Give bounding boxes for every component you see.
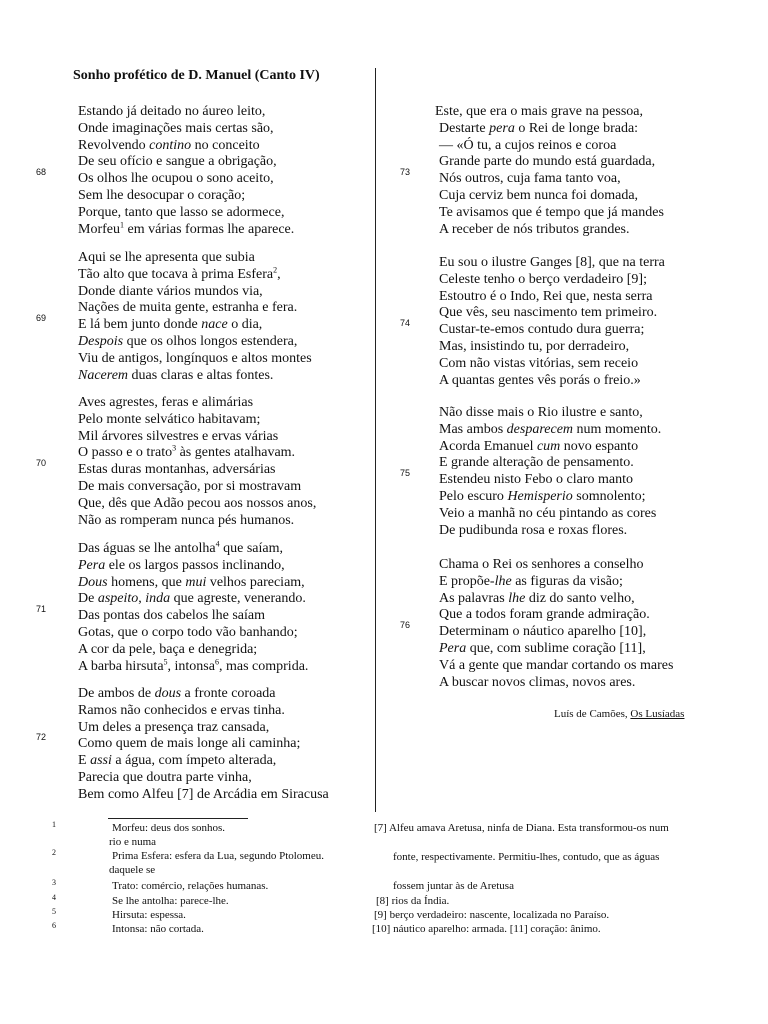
verse-text: Eu sou o ilustre Ganges [8], que na terra bbox=[439, 255, 665, 270]
italic-word: Nacerem bbox=[78, 367, 129, 383]
verse-text: Ramos não conhecidos e ervas tinha. bbox=[78, 702, 285, 718]
verse-text: Que, dês que Adão pecou aos nossos anos, bbox=[78, 495, 317, 511]
verse-line bbox=[439, 121, 664, 138]
footnote-number: 3 bbox=[52, 878, 56, 887]
italic-word: mui bbox=[185, 574, 207, 590]
stanza-68 bbox=[78, 104, 294, 238]
verse-text: A receber de nós tributos grandes. bbox=[439, 221, 630, 237]
verse-line bbox=[439, 472, 661, 489]
verse-line bbox=[78, 368, 312, 385]
verse-line bbox=[439, 188, 664, 205]
footnote-text: [10] náutico aparelho: armada. [11] coração: ânimo. bbox=[372, 923, 601, 935]
verse-line bbox=[439, 305, 665, 322]
verse-text: Com não vistas vitórias, sem receio bbox=[439, 355, 639, 371]
attribution-author: Luís de Camões, bbox=[554, 708, 631, 720]
verse-line bbox=[439, 373, 665, 390]
verse-text: Que a todos foram grande admiração. bbox=[439, 607, 650, 623]
verse-line bbox=[78, 720, 329, 737]
verse-line bbox=[439, 255, 665, 272]
verse-text: o dia, bbox=[227, 317, 263, 333]
verse-line bbox=[439, 607, 673, 624]
verse-text: somnolento; bbox=[572, 488, 646, 504]
verse-text: Pelo monte selvático habitavam; bbox=[78, 411, 261, 427]
verse-line bbox=[439, 322, 665, 339]
verse-text: Os olhos lhe ocupou o sono aceito, bbox=[78, 171, 274, 187]
verse-text: Não as romperam nunca pés humanos. bbox=[78, 512, 295, 528]
italic-word: aspeito bbox=[97, 591, 139, 607]
verse-line bbox=[78, 219, 295, 239]
verse-text: Mil árvores silvestres e ervas várias bbox=[78, 428, 279, 444]
verse-text: Cuja cerviz bem nunca foi domada, bbox=[439, 187, 639, 203]
stanza-number: 72 bbox=[36, 732, 47, 742]
italic-word: pera bbox=[489, 120, 515, 136]
stanza-74 bbox=[439, 255, 665, 389]
verse-text: Onde imaginações mais certas são, bbox=[78, 120, 274, 136]
footnote-text: rio e numa bbox=[109, 836, 157, 848]
verse-line bbox=[78, 513, 316, 530]
italic-word: Dous bbox=[78, 574, 108, 590]
verse-text: Este, que era o mais grave na pessoa, bbox=[435, 104, 643, 119]
verse-text: Nações de muita gente, estranha e fera. bbox=[78, 300, 298, 316]
stanza-69 bbox=[78, 250, 312, 384]
footnote-text: Prima Esfera: esfera da Lua, segundo Ptolomeu. bbox=[112, 850, 324, 862]
verse-text: Aqui se lhe apresenta que subia bbox=[78, 250, 255, 265]
stanza-number: 71 bbox=[36, 603, 47, 614]
verse-text: Nós outros, cuja fama tanto voa, bbox=[439, 171, 621, 187]
verse-text: no conceito bbox=[191, 137, 260, 153]
stanza-number: 68 bbox=[36, 166, 47, 177]
column-divider bbox=[375, 68, 376, 812]
verse-line bbox=[439, 439, 661, 456]
italic-word: nace bbox=[201, 317, 228, 333]
footnote-marker: 6 bbox=[214, 656, 219, 666]
verse-text: Destarte bbox=[439, 120, 490, 136]
stanza-70 bbox=[78, 395, 316, 529]
verse-text: o Rei de longe brada: bbox=[514, 120, 639, 136]
verse-text: as figuras da visão; bbox=[511, 573, 623, 589]
verse-text: Porque, tanto que lasso se adormece, bbox=[78, 204, 285, 220]
verse-line bbox=[439, 574, 673, 591]
verse-line bbox=[78, 575, 308, 592]
verse-text: Celeste tenho o berço verdadeiro [9]; bbox=[439, 271, 647, 287]
stanza-number: 74 bbox=[400, 317, 411, 328]
verse-text: Das águas se lhe antolha bbox=[78, 541, 216, 556]
verse-line bbox=[439, 138, 664, 155]
verse-text: A barba hirsuta bbox=[78, 658, 164, 674]
italic-word: lhe bbox=[494, 573, 512, 589]
attribution bbox=[554, 708, 684, 720]
stanza-75 bbox=[439, 405, 661, 539]
verse-text: ele os largos passos inclinando, bbox=[105, 557, 285, 573]
verse-text: , bbox=[277, 266, 281, 282]
verse-text: , intonsa bbox=[167, 658, 215, 674]
verse-line bbox=[78, 753, 329, 770]
verse-text: que os olhos longos estendera, bbox=[123, 333, 298, 349]
verse-line bbox=[78, 787, 329, 804]
verse-text: Bem como Alfeu [7] de Arcádia em Siracusa bbox=[78, 786, 329, 802]
footnote-text: Morfeu: deus dos sonhos. bbox=[112, 822, 226, 834]
verse-line bbox=[78, 558, 308, 575]
verse-text: De bbox=[78, 591, 98, 607]
verse-line bbox=[78, 138, 294, 155]
verse-text: Sem lhe desocupar o coração; bbox=[78, 187, 246, 203]
footnote-number: 6 bbox=[52, 921, 56, 930]
footnote-text: Hirsuta: espessa. bbox=[112, 909, 186, 921]
verse-text: que saíam, bbox=[219, 541, 283, 556]
verse-text: Donde diante vários mundos via, bbox=[78, 283, 263, 299]
verse-text: De ambos de bbox=[78, 686, 155, 701]
footnote-marker: 3 bbox=[172, 443, 177, 453]
verse-text: em várias formas lhe aparece. bbox=[124, 221, 295, 237]
verse-text: Tão alto que tocava à prima Esfera bbox=[78, 266, 274, 282]
verse-text: num momento. bbox=[573, 421, 662, 437]
verse-line bbox=[439, 289, 665, 306]
verse-line bbox=[78, 121, 294, 138]
verse-text: homens, que bbox=[107, 574, 186, 590]
verse-text: Como quem de mais longe ali caminha; bbox=[78, 736, 301, 752]
italic-word: contino bbox=[149, 137, 192, 153]
verse-line bbox=[78, 625, 308, 642]
attribution-work: Os Lusíadas bbox=[630, 708, 685, 720]
verse-text: E propõe- bbox=[439, 573, 495, 589]
footnote-text: daquele se bbox=[109, 864, 156, 876]
verse-text: E grande alteração de pensamento. bbox=[439, 455, 634, 471]
italic-word: Pera bbox=[439, 640, 467, 656]
footnote-text: [7] Alfeu amava Aretusa, ninfa de Diana. Esta transformou-os num bbox=[374, 822, 669, 834]
verse-line bbox=[439, 591, 673, 608]
verse-text: A buscar novos climas, novos ares. bbox=[439, 674, 636, 690]
verse-text: Vá a gente que mandar cortando os mares bbox=[439, 657, 674, 673]
italic-word: Hemisperio bbox=[507, 488, 573, 504]
verse-line bbox=[78, 429, 316, 446]
verse-line bbox=[78, 642, 308, 659]
verse-text: Das pontas dos cabelos lhe saíam bbox=[78, 608, 266, 624]
footnote-rule bbox=[108, 818, 248, 819]
verse-line bbox=[78, 479, 316, 496]
verse-line bbox=[439, 405, 661, 422]
verse-text: De pudibunda rosa e roxas flores. bbox=[439, 522, 628, 538]
stanza-number: 69 bbox=[36, 312, 47, 323]
verse-line bbox=[439, 557, 673, 574]
stanza-number: 70 bbox=[36, 457, 47, 468]
verse-text: velhos pareciam, bbox=[206, 574, 305, 590]
footnote-number: 4 bbox=[52, 893, 56, 902]
stanza-number: 73 bbox=[400, 166, 411, 177]
verse-line bbox=[78, 736, 329, 753]
verse-text: Estoutro é o Indo, Rei que, nesta serra bbox=[439, 288, 653, 304]
verse-line bbox=[439, 523, 661, 540]
verse-text: diz do santo velho, bbox=[525, 590, 635, 606]
italic-word: lhe bbox=[508, 590, 526, 606]
italic-word: Despois bbox=[78, 333, 124, 349]
verse-line bbox=[78, 608, 308, 625]
verse-line bbox=[78, 496, 316, 513]
verse-line bbox=[78, 541, 308, 558]
stanza-71 bbox=[78, 541, 308, 675]
verse-line bbox=[78, 770, 329, 787]
verse-text: a água, com ímpeto alterada, bbox=[111, 753, 277, 769]
verse-line bbox=[78, 395, 316, 412]
verse-text: Parecia que doutra parte vinha, bbox=[78, 769, 252, 785]
verse-text: E bbox=[78, 753, 91, 769]
verse-text: Gotas, que o corpo todo vão banhando; bbox=[78, 624, 298, 640]
verse-text: Te avisamos que é tempo que já mandes bbox=[439, 204, 664, 220]
italic-word: cum bbox=[536, 438, 561, 454]
footnote-number: 5 bbox=[52, 907, 56, 916]
italic-word: assi bbox=[90, 753, 112, 769]
verse-line bbox=[78, 656, 309, 676]
verse-text: A quantas gentes vês porás o freio.» bbox=[439, 372, 641, 388]
verse-text: Estando já deitado no áureo leito, bbox=[78, 104, 266, 119]
verse-text: Acorda Emanuel bbox=[439, 438, 537, 454]
verse-text: De seu ofício e sangue a obrigação, bbox=[78, 154, 277, 170]
stanza-number: 76 bbox=[400, 619, 411, 630]
verse-text: Grande parte do mundo está guardada, bbox=[439, 154, 656, 170]
footnote-marker: 4 bbox=[215, 539, 220, 549]
italic-word: dous bbox=[154, 686, 182, 701]
verse-line bbox=[439, 624, 673, 641]
verse-text: O passo e o trato bbox=[78, 445, 173, 461]
verse-text: que agreste, venerando. bbox=[170, 591, 306, 607]
footnote-marker: 2 bbox=[273, 265, 278, 275]
verse-text: Que vês, seu nascimento tem primeiro. bbox=[439, 305, 658, 321]
verse-line bbox=[78, 171, 294, 188]
verse-line bbox=[78, 703, 329, 720]
verse-text: Chama o Rei os senhores a conselho bbox=[439, 557, 644, 572]
verse-line bbox=[439, 455, 661, 472]
verse-line bbox=[439, 422, 661, 439]
italic-word: inda bbox=[145, 591, 171, 607]
verse-line bbox=[78, 462, 316, 479]
verse-line bbox=[78, 351, 312, 368]
verse-line bbox=[439, 506, 661, 523]
verse-line bbox=[439, 489, 661, 506]
verse-line bbox=[439, 154, 664, 171]
verse-text: Determinam o náutico aparelho [10], bbox=[439, 624, 647, 640]
verse-text: As palavras bbox=[439, 590, 509, 606]
footnote-text: Trato: comércio, relações humanas. bbox=[112, 880, 269, 892]
verse-line bbox=[78, 412, 316, 429]
footnote-number: 2 bbox=[52, 848, 56, 857]
verse-line bbox=[439, 356, 665, 373]
verse-line bbox=[78, 154, 294, 171]
verse-line bbox=[439, 658, 673, 675]
verse-line bbox=[439, 641, 673, 658]
verse-line bbox=[439, 171, 664, 188]
verse-line bbox=[439, 339, 665, 356]
verse-line bbox=[78, 591, 308, 608]
verse-line bbox=[78, 284, 312, 301]
stanza-number: 75 bbox=[400, 467, 411, 478]
verse-text: Não disse mais o Rio ilustre e santo, bbox=[439, 405, 643, 420]
verse-line bbox=[78, 686, 329, 703]
verse-line bbox=[78, 188, 294, 205]
footnote-number: 1 bbox=[52, 820, 56, 829]
italic-word: Pera bbox=[78, 557, 106, 573]
footnote-text: [9] berço verdadeiro: nascente, localizada no Paraíso. bbox=[374, 909, 610, 921]
verse-text: , mas comprida. bbox=[218, 658, 309, 674]
verse-text: Um deles a presença traz cansada, bbox=[78, 719, 270, 735]
verse-text: , bbox=[138, 591, 146, 607]
verse-line bbox=[439, 675, 673, 692]
verse-text: a fronte coroada bbox=[181, 686, 276, 701]
verse-line bbox=[78, 267, 312, 284]
verse-text: Mas, insistindo tu, por derradeiro, bbox=[439, 338, 630, 354]
verse-text: Estas duras montanhas, adversárias bbox=[78, 462, 276, 478]
footnote-text: Intonsa: não cortada. bbox=[112, 923, 204, 935]
verse-line bbox=[435, 104, 664, 121]
footnote-marker: 1 bbox=[120, 219, 124, 229]
verse-text: duas claras e altas fontes. bbox=[128, 367, 274, 383]
verse-line bbox=[78, 104, 294, 121]
verse-line bbox=[78, 300, 312, 317]
verse-text: às gentes atalhavam. bbox=[176, 445, 296, 461]
verse-text: Custar-te-emos contudo dura guerra; bbox=[439, 322, 645, 338]
verse-text: Revolvendo bbox=[78, 137, 150, 153]
verse-text: Viu de antigos, longínquos e altos montes bbox=[78, 350, 312, 366]
italic-word: desparecem bbox=[506, 421, 574, 437]
verse-text: E lá bem junto donde bbox=[78, 317, 202, 333]
verse-text: De mais conversação, por si mostravam bbox=[78, 478, 302, 494]
verse-line bbox=[78, 317, 312, 334]
verse-line bbox=[78, 445, 316, 462]
footnote-text: fonte, respectivamente. Permitiu-lhes, contudo, que as águas bbox=[393, 851, 660, 863]
verse-line bbox=[439, 222, 664, 239]
footnote-text: Se lhe antolha: parece-lhe. bbox=[112, 895, 229, 907]
verse-line bbox=[78, 334, 312, 351]
verse-text: Pelo escuro bbox=[439, 488, 508, 504]
verse-text: novo espanto bbox=[560, 438, 639, 454]
footnote-text: [8] rios da Índia. bbox=[376, 895, 450, 907]
verse-text: Mas ambos bbox=[439, 421, 507, 437]
stanza-76 bbox=[439, 557, 673, 691]
verse-text: A cor da pele, baça e denegrida; bbox=[78, 641, 258, 657]
verse-text: Estendeu nisto Febo o claro manto bbox=[439, 472, 634, 488]
stanza-72 bbox=[78, 686, 329, 804]
poem-title: Sonho profético de D. Manuel (Canto IV) bbox=[73, 68, 320, 83]
verse-line bbox=[78, 205, 294, 222]
verse-text: Veio a manhã no céu pintando as cores bbox=[439, 505, 657, 521]
verse-text: — «Ó tu, a cujos reinos e coroa bbox=[439, 137, 617, 153]
footnote-text: fossem juntar às de Aretusa bbox=[393, 880, 514, 892]
footnote-marker: 5 bbox=[163, 656, 168, 666]
verse-line bbox=[439, 205, 664, 222]
verse-text: Aves agrestes, feras e alimárias bbox=[78, 395, 254, 410]
verse-text: Morfeu bbox=[78, 221, 120, 237]
verse-text: que, com sublime coração [11], bbox=[466, 640, 646, 656]
stanza-73 bbox=[435, 104, 664, 238]
verse-line bbox=[439, 272, 665, 289]
